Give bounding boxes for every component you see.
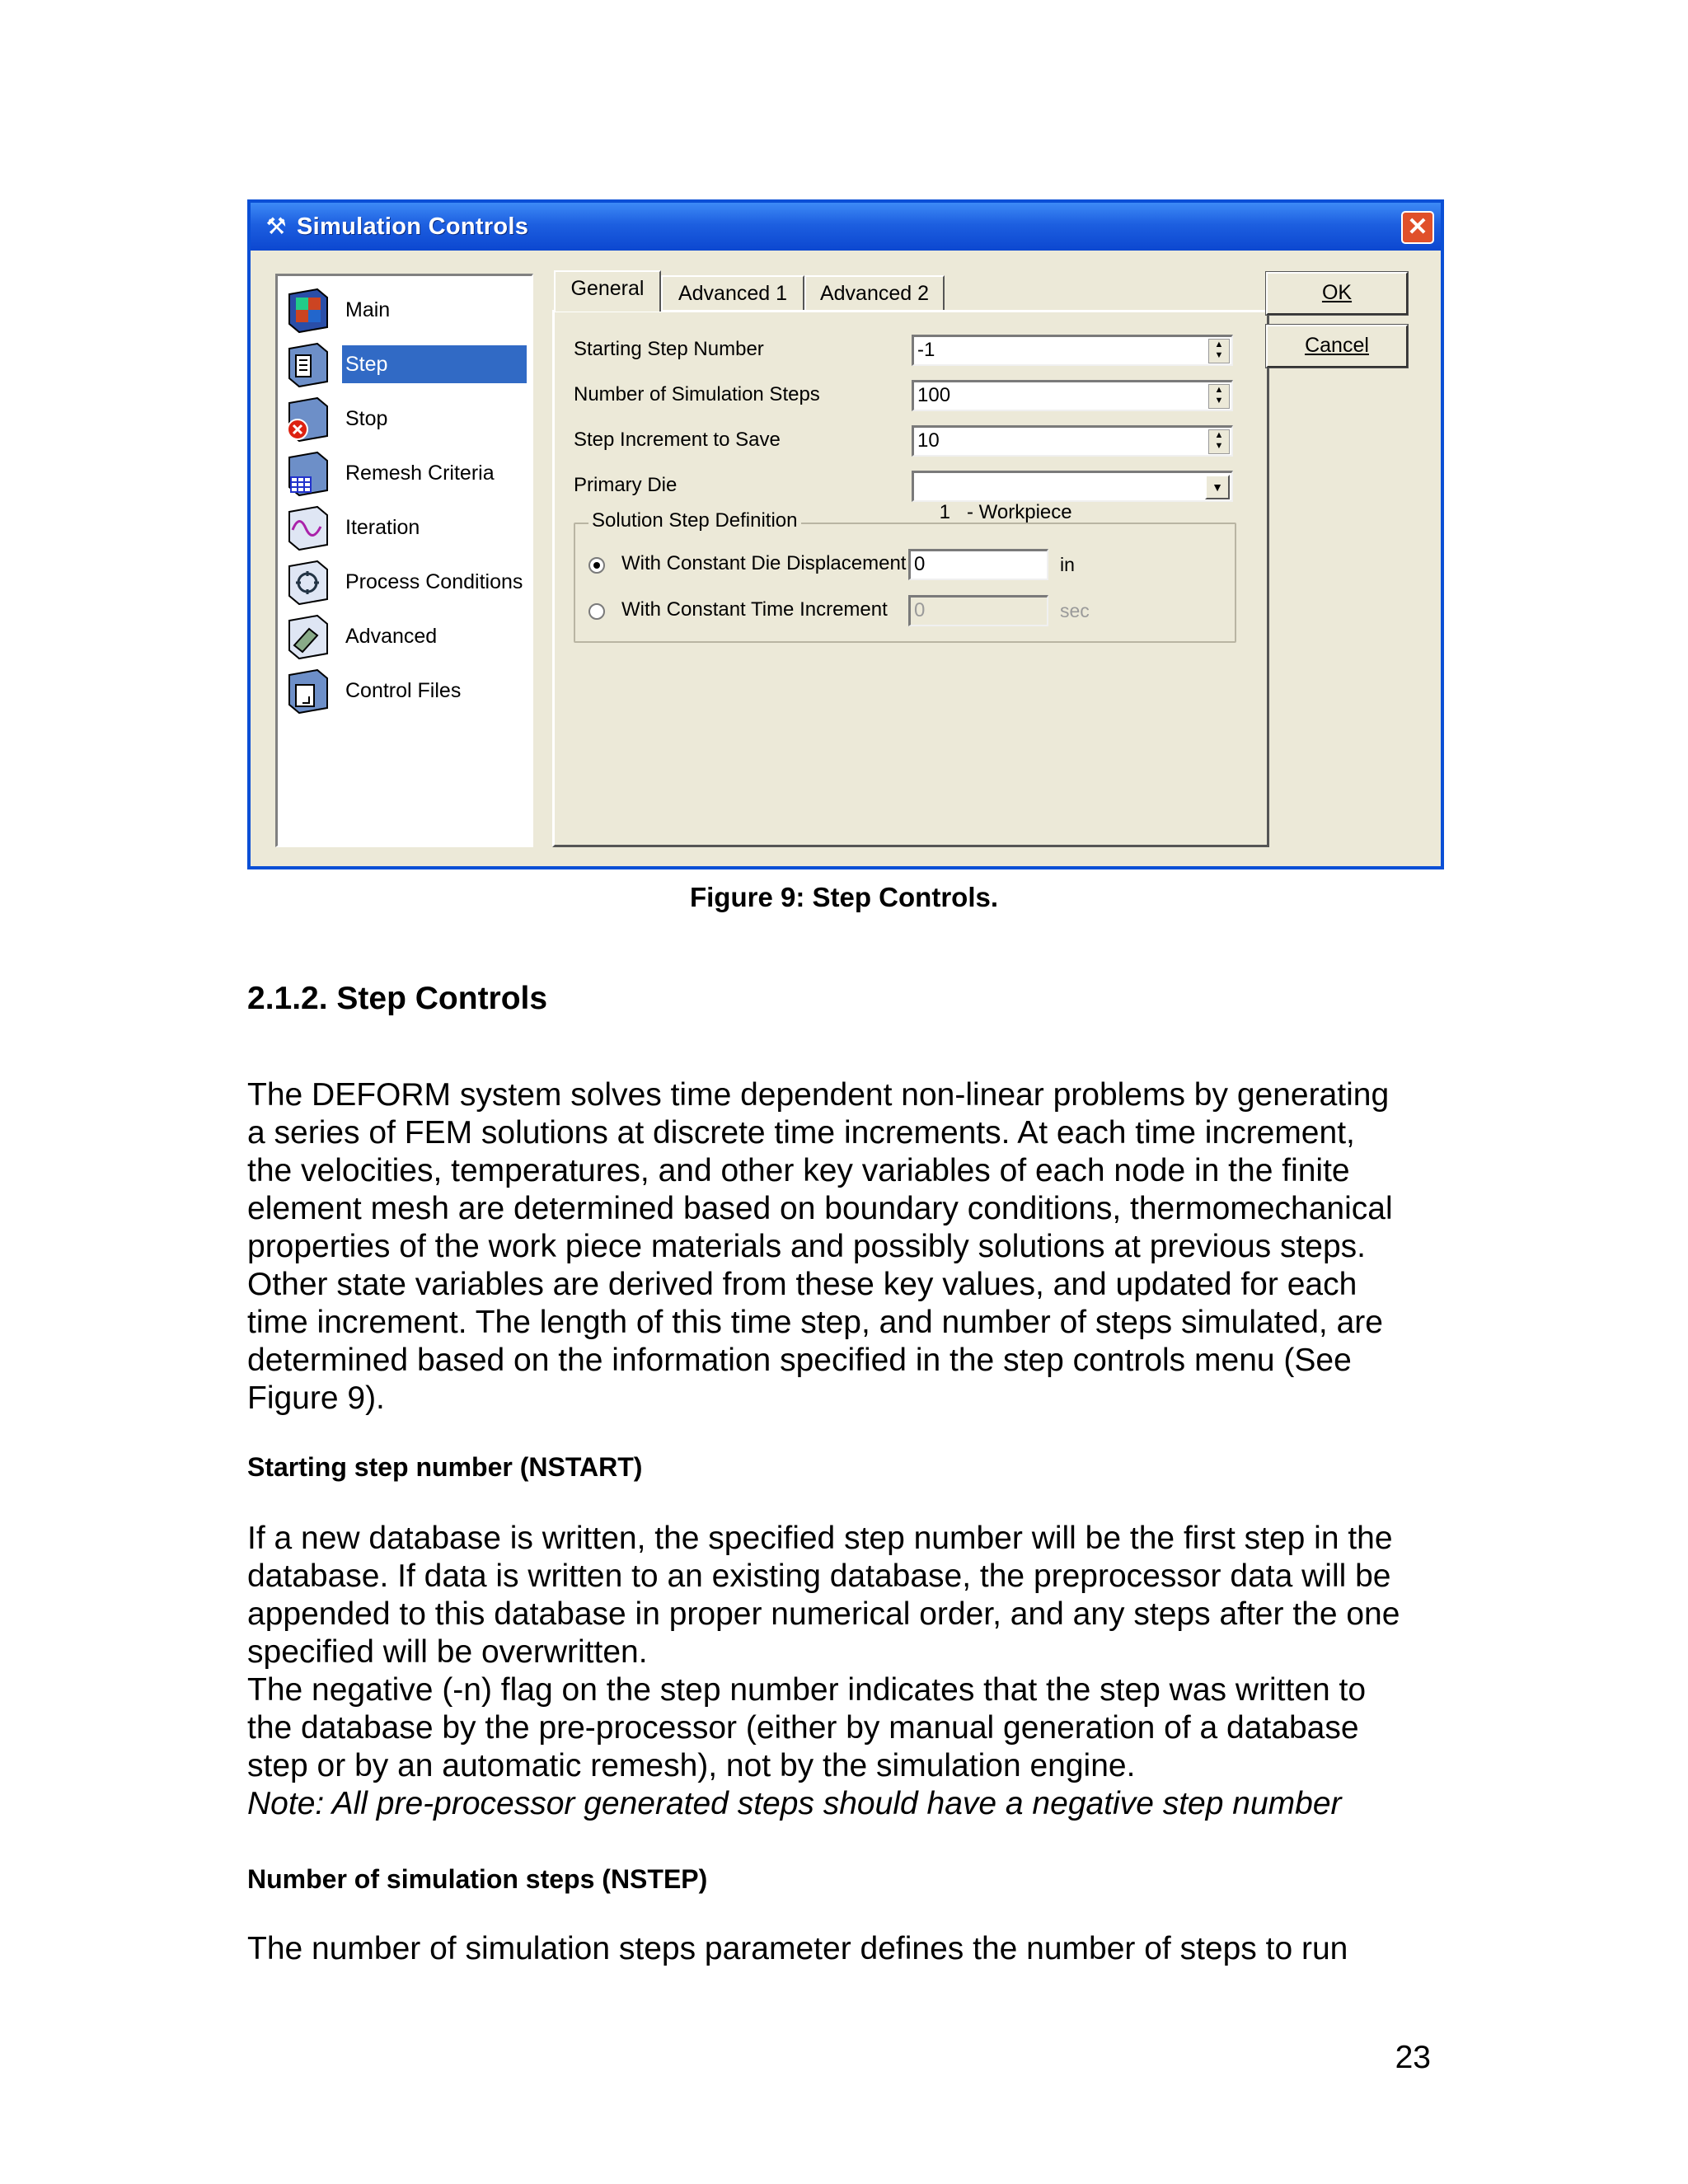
figure-caption: Figure 9: Step Controls.: [689, 882, 999, 912]
num-steps-input[interactable]: 100 ▲ ▼: [912, 380, 1233, 411]
cancel-button[interactable]: Cancel: [1266, 325, 1408, 368]
intro-paragraph: [247, 1076, 1451, 1418]
text-line: the velocities, temperatures, and other key variables of each node in the finite: [247, 1153, 1350, 1188]
step-increment-input[interactable]: 10 ▲ ▼: [912, 425, 1233, 457]
nav-item-main[interactable]: Main: [278, 283, 532, 337]
text-line: appended to this database in proper numerical order, and any steps after the one: [247, 1596, 1400, 1632]
text-line: time increment. The length of this time step, and number of steps simulated, are: [247, 1305, 1383, 1340]
nav-item-iteration[interactable]: Iteration: [278, 500, 532, 555]
num-steps-label: Number of Simulation Steps: [574, 383, 820, 405]
subhead-nstart: Starting step number (NSTART): [247, 1452, 643, 1482]
starting-step-label: Starting Step Number: [574, 338, 764, 360]
displacement-input[interactable]: 0: [908, 549, 1048, 580]
nav-item-advanced[interactable]: Advanced: [278, 609, 532, 663]
text-line: database. If data is written to an existing database, the preprocessor data will be: [247, 1558, 1391, 1594]
text-line: properties of the work piece materials and possibly solutions at previous steps.: [247, 1229, 1367, 1264]
text-line: If a new database is written, the specified step number will be the first step in the: [247, 1521, 1393, 1556]
tab-advanced-1[interactable]: Advanced 1: [661, 275, 804, 310]
time-increment-unit: sec: [1060, 600, 1090, 621]
nav-item-stop[interactable]: Stop: [278, 391, 532, 446]
nav-panel: [275, 274, 533, 847]
nstep-paragraph: [247, 1930, 1451, 1968]
text-line: a series of FEM solutions at discrete time increments. At each time increment,: [247, 1115, 1355, 1151]
nav-item-remesh-criteria[interactable]: Remesh Criteria: [278, 446, 532, 500]
main-icon: [284, 286, 334, 334]
iteration-icon: [284, 504, 334, 551]
text-line: The DEFORM system solves time dependent non-linear problems by generating: [247, 1077, 1390, 1113]
time-increment-input[interactable]: 0: [908, 595, 1048, 626]
remesh-icon: [284, 449, 334, 497]
text-line: the database by the pre-processor (either by manual generation of a database: [247, 1710, 1359, 1746]
page-number: 23: [1395, 2040, 1431, 2075]
primary-die-select[interactable]: 1 - Workpiece ▼: [912, 471, 1233, 502]
simulation-controls-dialog: [247, 199, 1444, 869]
process-conditions-icon: [284, 558, 334, 606]
advanced-icon: [284, 612, 334, 660]
constant-displacement-radio[interactable]: [588, 557, 605, 574]
tab-general[interactable]: General: [554, 270, 661, 312]
subhead-nstep: Number of simulation steps (NSTEP): [247, 1864, 708, 1894]
constant-displacement-label[interactable]: With Constant Die Displacement: [621, 552, 907, 574]
solution-step-group: [574, 509, 1236, 643]
app-icon: ⚒: [265, 213, 287, 239]
constant-time-radio[interactable]: [588, 603, 605, 620]
nav-item-process-conditions[interactable]: Process Conditions: [278, 555, 532, 609]
chevron-down-icon[interactable]: ▼: [1205, 475, 1230, 499]
close-button[interactable]: ✕: [1401, 211, 1434, 244]
text-line: Figure 9).: [247, 1380, 385, 1416]
text-line: element mesh are determined based on boundary conditions, thermomechanical: [247, 1191, 1393, 1226]
text-line: determined based on the information specified in the step controls menu (See: [247, 1343, 1352, 1378]
constant-time-label[interactable]: With Constant Time Increment: [621, 598, 888, 621]
control-files-icon: [284, 667, 334, 715]
stop-icon: [284, 395, 334, 443]
note-line: Note: All pre-processor generated steps should have a negative step number: [247, 1786, 1342, 1821]
nstart-paragraph: [247, 1520, 1451, 1823]
step-increment-spinner[interactable]: ▲ ▼: [1208, 429, 1230, 454]
solution-step-group-title: Solution Step Definition: [588, 509, 801, 532]
text-line: The number of simulation steps parameter defines the number of steps to run: [247, 1931, 1348, 1966]
text-line: The negative (-n) flag on the step number indicates that the step was written to: [247, 1672, 1367, 1708]
section-heading: 2.1.2. Step Controls: [247, 981, 548, 1016]
ok-button[interactable]: OK: [1266, 272, 1408, 315]
title-bar[interactable]: [251, 203, 1441, 251]
num-steps-spinner[interactable]: ▲ ▼: [1208, 384, 1230, 409]
step-icon: [284, 340, 334, 388]
primary-die-label: Primary Die: [574, 474, 678, 496]
text-line: specified will be overwritten.: [247, 1634, 648, 1670]
text-line: step or by an automatic remesh), not by the simulation engine.: [247, 1748, 1136, 1783]
nav-item-step[interactable]: Step: [278, 337, 532, 391]
tab-advanced-2[interactable]: Advanced 2: [804, 275, 945, 310]
starting-step-spinner[interactable]: ▲ ▼: [1208, 339, 1230, 363]
starting-step-input[interactable]: -1 ▲ ▼: [912, 335, 1233, 366]
step-increment-label: Step Increment to Save: [574, 429, 781, 451]
dialog-title: Simulation Controls: [297, 213, 529, 240]
nav-item-control-files[interactable]: Control Files: [278, 663, 532, 718]
text-line: Other state variables are derived from these key values, and updated for each: [247, 1267, 1357, 1302]
displacement-unit: in: [1060, 554, 1075, 575]
